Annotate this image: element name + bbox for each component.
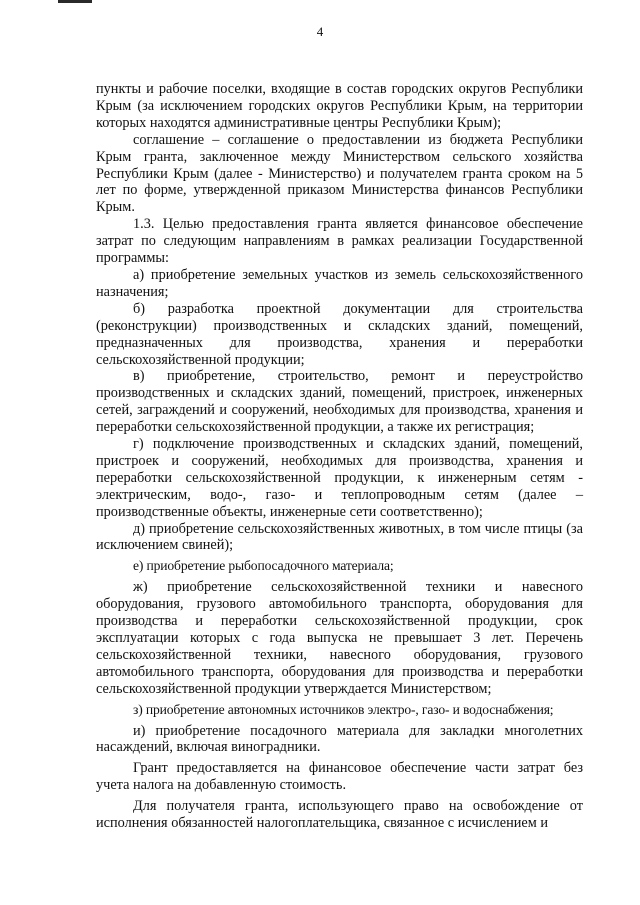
list-item-i: и) приобретение посадочного материала для закладки многолетних насаждений, включая виноградники. bbox=[96, 722, 583, 756]
paragraph-grant-vat: Грант предоставляется на финансовое обеспечение части затрат без учета налога на добавленную стоимость. bbox=[96, 760, 583, 794]
page-number: 4 bbox=[316, 24, 324, 39]
paragraph-agreement-definition: соглашение – соглашение о предоставлении из бюджета Республики Крым гранта, заключенное между Министерством сельского хозяйства Республики Крым (далее - Министерство) и получателем гранта сроком на 5 лет по форме, утвержденной приказом Министерства финансов Республики Крым. bbox=[96, 131, 583, 216]
paragraph-section-1-3: 1.3. Целью предоставления гранта является финансовое обеспечение затрат по следующим направлениям в рамках реализации Государственной программы: bbox=[96, 216, 583, 267]
list-item-zh: ж) приобретение сельскохозяйственной техники и навесного оборудования, грузового автомобильного транспорта, оборудования для производства и переработки сельскохозяйственной продукции, срок эксплуатации которых с года выпуска не превышает 3 лет. Перечень сельскохозяйственной техники, навесного оборудования, грузового автомобильного транспорта, оборудования для производства и переработки сельскохозяйственной продукции утверждается Министерством; bbox=[96, 579, 583, 697]
paragraph-grant-recipient: Для получателя гранта, использующего право на освобождение от исполнения обязанностей налогоплательщика, связанное с исчислением и bbox=[96, 798, 583, 832]
list-item-b: б) разработка проектной документации для строительства (реконструкции) производственных и складских зданий, помещений, предназначенных для производства, хранения и переработки сельскохозяйственной продукции; bbox=[96, 300, 583, 368]
list-item-d: д) приобретение сельскохозяйственных животных, в том числе птицы (за исключением свиней); bbox=[96, 520, 583, 554]
list-item-e: е) приобретение рыбопосадочного материала; bbox=[133, 558, 394, 574]
list-item-v: в) приобретение, строительство, ремонт и переустройство производственных и складских зданий, помещений, пристроек, инженерных сетей, заграждений и сооружений, необходимых для производства, хранения и переработки сельскохозяйственной продукции, а также их регистрация; bbox=[96, 368, 583, 436]
list-item-z: з) приобретение автономных источников электро-, газо- и водоснабжения; bbox=[133, 701, 554, 717]
paragraph-continuation: пункты и рабочие поселки, входящие в состав городских округов Республики Крым (за исключением городских округов Республики Крым, на территории которых находятся административные центры Республики Крым); bbox=[96, 81, 583, 131]
list-item-a: а) приобретение земельных участков из земель сельскохозяйственного назначения; bbox=[96, 266, 583, 300]
scan-edge-mark bbox=[58, 0, 92, 3]
list-item-g: г) подключение производственных и складских зданий, помещений, пристроек и сооружений, необходимых для производства, хранения и переработки сельскохозяйственной продукции, к инженерным сетям - электрическим, водо-, газо- и теплопроводным сетям (далее – производственные объекты, инженерные сети соответственно); bbox=[96, 436, 583, 520]
document-body bbox=[96, 81, 583, 832]
